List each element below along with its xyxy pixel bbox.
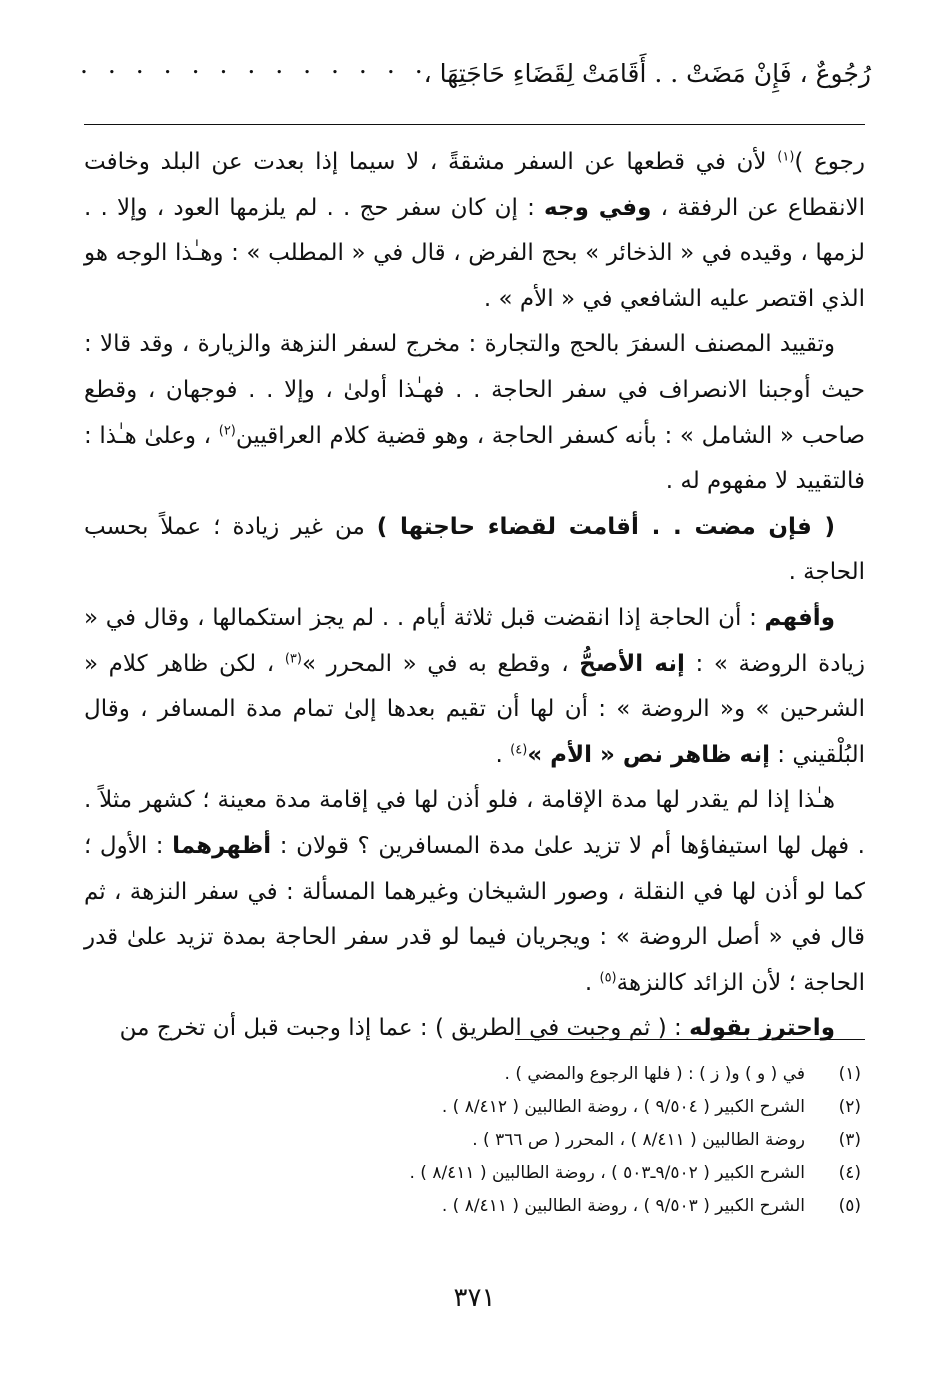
footnote-5: (٥) الشرح الكبير ( ٩/٥٠٣ ) ، روضة الطالبين ( ٨/٤١١ ) . — [441, 1196, 861, 1216]
footnotes — [84, 1058, 865, 1223]
main-text — [84, 140, 865, 1052]
footnote-ref-3: (٣) — [284, 650, 302, 666]
footnote-ref-2: (٢) — [218, 422, 236, 438]
footnote-rule — [515, 1039, 865, 1040]
footnote-ref-5: (٥) — [599, 970, 617, 986]
footnote-1: (١) في ( و ) و( ز ) : ( فلها الرجوع والمضي ) . — [504, 1064, 861, 1084]
paragraph-5: هـٰذا إذا لم يقدر لها مدة الإقامة ، فلو أذن لها في إقامة مدة معينة ؛ كشهر مثلاً . . فهل لها استيفاؤها أم لا تزيد علىٰ مدة المسافرين ؟ قولان : أظهرهما : الأول ؛ كما لو أذن لها في النقلة ، وصور الشيخان وغيرهما المسألة : في سفر النزهة ، ثم قال في « أصل الروضة » : ويجريان فيما لو قدر سفر الحاجة بمدة تزيد علىٰ قدر الحاجة ؛ لأن الزائد كالنزهة$^{(٥)}$ . — [84, 787, 865, 996]
footnote-4: (٤) الشرح الكبير ( ٩/٥٠٢ـ٥٠٣ ) ، روضة الطالبين ( ٨/٤١١ ) . — [409, 1163, 861, 1183]
footnote-3: (٣) روضة الطالبين ( ٨/٤١١ ) ، المحرر ( ص ٣٦٦ ) . — [472, 1130, 861, 1150]
page-number: ٣٧١ — [453, 1283, 496, 1313]
paragraph-3: ( فإن مضت . . أقامت لقضاء حاجتها ) من غير زيادة ؛ عملاً بحسب الحاجة . — [84, 513, 865, 586]
paragraph-4: وأفهم : أن الحاجة إذا انقضت قبل ثلاثة أيام . . لم يجز استكمالها ، وقال في « زيادة الروضة » : إنه الأصحُّ ، وقطع به في « المحرر »$^{(٣)}$ ، لكن ظاهر كلام « الشرحين » و« الروضة » : أن لها أن تقيم بعدها إلىٰ تمام مدة المسافر ، وقال البُلْقيني : إنه ظاهر نص « الأم »$^{(٤)}$ . — [84, 604, 865, 768]
paragraph-2: وتقييد المصنف السفرَ بالحج والتجارة : مخرج لسفر النزهة والزيارة ، وقد قالا : حيث أوجبنا الانصراف في سفر الحاجة . . فهـٰذا أولىٰ ، وإلا . . فوجهان ، وقطع صاحب « الشامل » : بأنه كسفر الحاجة ، وهو قضية كلام العراقيين$^{(٢)}$ ، وعلىٰ هـٰذا : فالتقييد لا مفهوم له . — [84, 331, 865, 495]
paragraph-1: رجوع )$^{(١)}$ لأن في قطعها عن السفر مشقةً ، لا سيما إذا بعدت عن البلد وخافت الانقطاع عن الرفقة ، وفي وجه : إن كان سفر حج . . لم يلزمها العود ، وإلا . . لزمها ، وقيده في « الذخائر » بحج الفرض ، قال في « المطلب » : وهـٰذا الوجه هو الذي اقتصر عليه الشافعي في « الأم » . — [84, 149, 866, 312]
header-dots: . . . . . . . . . . . . . — [80, 50, 429, 79]
header-rule — [84, 124, 865, 125]
footnote-2: (٢) الشرح الكبير ( ٩/٥٠٤ ) ، روضة الطالبين ( ٨/٤١٢ ) . — [441, 1097, 861, 1117]
footnote-ref-1: (١) — [777, 149, 795, 165]
running-header-text: رُجُوعٌ ، فَإِنْ مَضَتْ . . أَقَامَتْ لِقَضَاءِ حَاجَتِهَا ، — [423, 58, 871, 88]
footnote-ref-4: (٤) — [510, 742, 528, 758]
paragraph-6: واحترز بقوله : ( ثم وجبت في الطريق ) : عما إذا وجبت قبل أن تخرج من — [119, 1015, 835, 1042]
